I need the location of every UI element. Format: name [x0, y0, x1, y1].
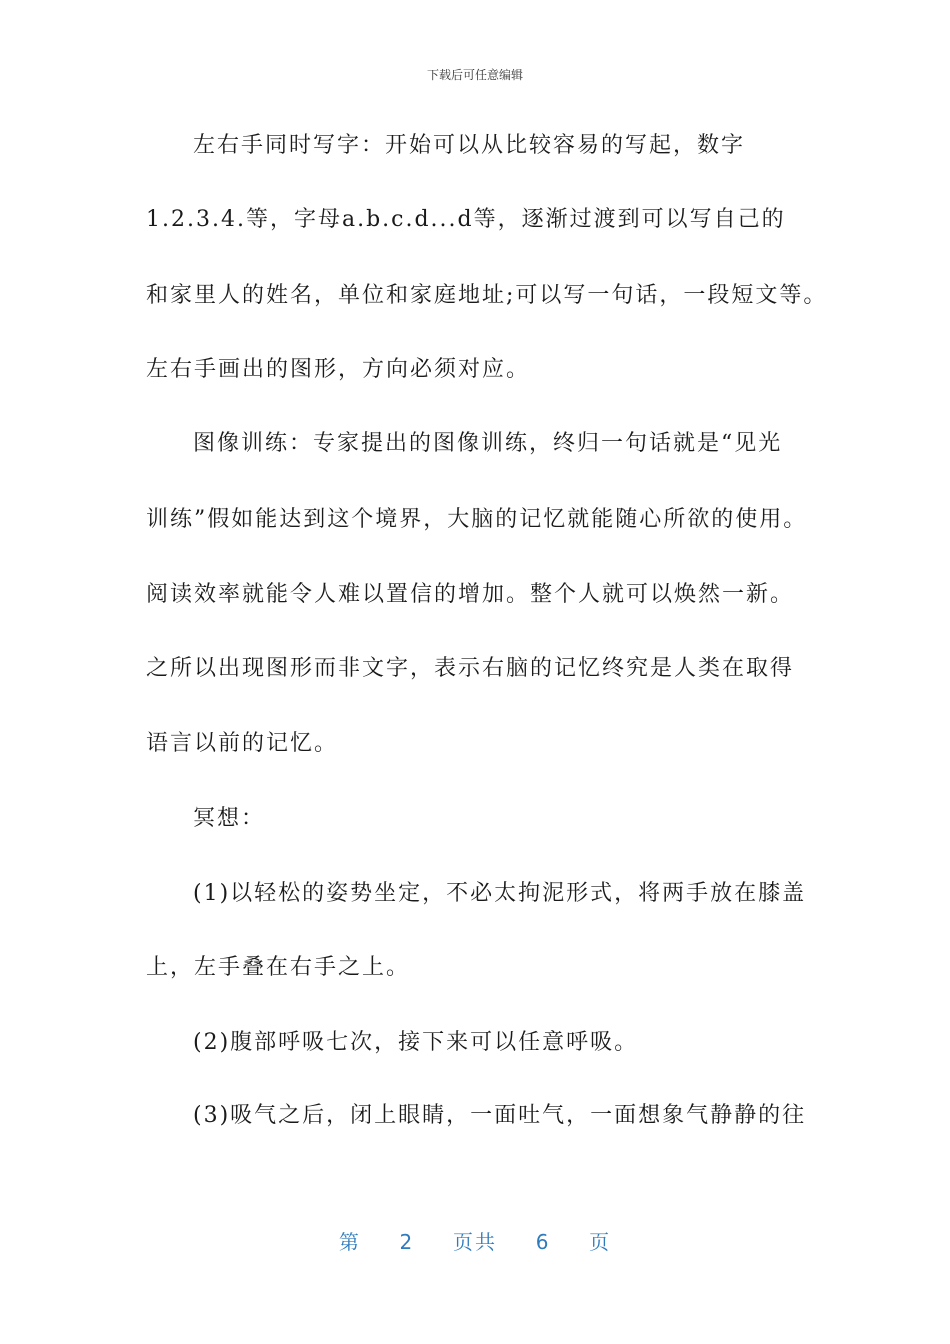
current-page-number: 2	[399, 1230, 415, 1254]
paragraph-line: 训练”假如能达到这个境界，大脑的记忆就能随心所欲的使用。	[146, 507, 808, 532]
paragraph-line: 图像训练：专家提出的图像训练，终归一句话就是“见光	[193, 431, 783, 456]
paragraph-line: (2)腹部呼吸七次，接下来可以任意呼吸。	[193, 1030, 639, 1055]
paragraph-line: (3)吸气之后，闭上眼睛，一面吐气，一面想象气静静的往	[193, 1103, 807, 1128]
paragraph-line: 阅读效率就能令人难以置信的增加。整个人就可以焕然一新。	[146, 582, 795, 607]
footer-suffix: 页	[589, 1230, 612, 1254]
paragraph-line: 语言以前的记忆。	[146, 731, 339, 756]
paragraph-line: (1)以轻松的姿势坐定，不必太拘泥形式，将两手放在膝盖	[193, 881, 807, 906]
paragraph-line: 上，左手叠在右手之上。	[146, 955, 411, 980]
footer-middle: 页共	[453, 1230, 497, 1254]
footer-prefix: 第	[338, 1230, 361, 1254]
paragraph-line: 1.2.3.4.等，字母a.b.c.d...d等，逐渐过渡到可以写自己的	[146, 207, 786, 232]
paragraph-line: 和家里人的姓名，单位和家庭地址;可以写一句话，一段短文等。	[146, 283, 828, 308]
section-heading: 冥想：	[193, 806, 266, 831]
total-page-number: 6	[535, 1230, 551, 1254]
paragraph-line: 左右手画出的图形，方向必须对应。	[146, 357, 531, 382]
page-header: 下载后可任意编辑	[426, 68, 523, 82]
paragraph-line: 左右手同时写字：开始可以从比较容易的写起，数字	[193, 133, 746, 158]
paragraph-line: 之所以出现图形而非文字，表示右脑的记忆终究是人类在取得	[146, 656, 795, 681]
page-footer	[0, 1226, 950, 1255]
